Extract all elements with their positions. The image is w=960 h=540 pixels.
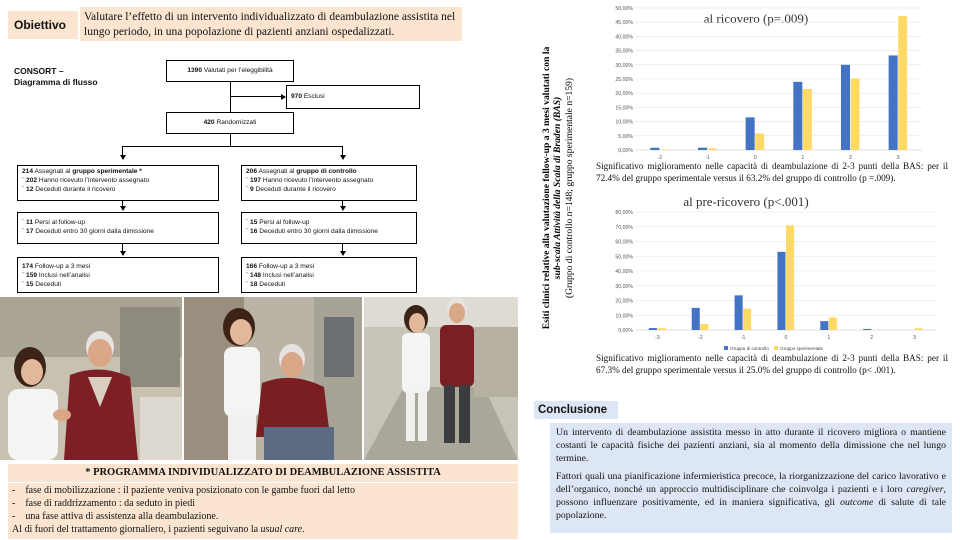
x-tick-label: 1 xyxy=(827,335,831,341)
y-tick-label: 30,00% xyxy=(615,62,633,69)
y-tick-label: 5,00% xyxy=(618,133,633,140)
y-tick-label: 15,00% xyxy=(615,105,633,112)
bar-sperimentale-1 xyxy=(829,317,837,330)
excluded-box: 970 Esclusi xyxy=(286,85,420,109)
flow-arrow xyxy=(340,155,346,160)
photo-illustration xyxy=(184,297,362,460)
conclusion-label: Conclusione xyxy=(534,401,618,419)
bar-sperimentale-0 xyxy=(786,225,794,330)
flow-arrow xyxy=(340,251,346,256)
photo-illustration xyxy=(0,297,182,460)
bar-controllo-1 xyxy=(820,321,828,330)
program-item: - fase di mobilizzazione : il paziente veniva posizionato con le gambe fuori dal letto xyxy=(12,485,355,496)
y-tick-label: 10,00% xyxy=(615,313,633,320)
bar-controllo-1 xyxy=(793,82,802,150)
eligibility-box: 1390 Valutati per l’eleggibilità xyxy=(166,60,294,82)
program-item: - una fase attiva di assistenza alla deambulazione. xyxy=(12,511,219,522)
side-label-line3: (Gruppo di controllo n=148; gruppo sperimentale n=159) xyxy=(564,77,575,299)
bar-controllo-2 xyxy=(863,329,871,330)
y-tick-label: 20,00% xyxy=(615,91,633,98)
flow-line xyxy=(230,96,282,97)
bar-controllo-0 xyxy=(777,252,785,330)
program-footer: Al di fuori del trattamento giornaliero, i pazienti seguivano la usual care. xyxy=(12,524,305,535)
bar-controllo--3 xyxy=(649,328,657,330)
legend-swatch xyxy=(724,346,728,350)
y-tick-label: 80,00% xyxy=(615,210,633,216)
bar-controllo-0 xyxy=(746,117,755,150)
y-tick-label: 40,00% xyxy=(615,34,633,41)
program-list xyxy=(8,483,518,539)
side-label-line2: sub-scala Attività della Scala di Braden (BAS) xyxy=(552,96,563,280)
ctl-followup-box: ¨ 15 Persi al follow-up ¨ 16 Deceduti entro 30 giorni dalla dimissione xyxy=(241,212,417,244)
x-tick-label: -1 xyxy=(705,155,710,161)
bar-controllo--1 xyxy=(735,295,743,330)
bar-controllo--2 xyxy=(650,148,659,150)
flow-arrow xyxy=(340,206,346,211)
x-tick-label: -2 xyxy=(657,155,663,161)
chart-title: al ricovero (p=.009) xyxy=(703,11,809,26)
y-tick-label: 25,00% xyxy=(615,77,633,83)
y-tick-label: 0,00% xyxy=(618,328,633,334)
exp-allocation-box: 214 Assegnati al gruppo sperimentale * ¨ 202 Hanno ricevuto l’intervento assegnato ¨ 12 Deceduti durante il ricovero xyxy=(17,165,219,201)
exp-final-box: 174 Follow-up a 3 mesi ¨ 159 Inclusi nell’analisi ¨ 15 Deceduti xyxy=(17,257,219,293)
bar-sperimentale--1 xyxy=(743,309,751,330)
photo-illustration xyxy=(364,297,518,460)
flow-line xyxy=(230,134,231,146)
consort-title-line1: CONSORT – xyxy=(14,66,64,76)
x-tick-label: 2 xyxy=(870,335,874,341)
bar-controllo-2 xyxy=(841,65,850,150)
x-tick-label: 1 xyxy=(801,155,805,161)
y-tick-label: 45,00% xyxy=(615,20,633,27)
objective-label: Obiettivo xyxy=(8,11,78,39)
bar-sperimentale--2 xyxy=(660,149,669,150)
bar-sperimentale--3 xyxy=(657,328,665,330)
x-tick-label: 3 xyxy=(913,335,917,341)
y-tick-label: 50,00% xyxy=(615,6,633,12)
chart-al-pre-ricovero xyxy=(596,190,952,355)
ctl-final-box: 166 Follow-up a 3 mesi ¨ 148 Inclusi nell’analisi ¨ 18 Deceduti xyxy=(241,257,417,293)
chart1-caption: Significativo miglioramento nelle capacità di deambulazione di 2-3 punti della BAS: per il 72.4% del gruppo sperimentale versus il 63.2% del gruppo di controllo (p =.009). xyxy=(596,161,948,183)
y-tick-label: 35,00% xyxy=(615,48,633,55)
bar-sperimentale-3 xyxy=(898,16,907,150)
y-tick-label: 50,00% xyxy=(615,254,633,261)
bar-sperimentale-2 xyxy=(851,78,860,150)
x-tick-label: -1 xyxy=(740,335,746,341)
x-tick-label: -3 xyxy=(655,335,660,341)
legend-swatch xyxy=(774,346,778,350)
bar-controllo--1 xyxy=(698,148,707,150)
x-tick-label: 0 xyxy=(784,335,788,341)
ctl-allocation-box: 206 Assegnati al gruppo di controllo ¨ 197 Hanno ricevuto l’intervento assegnato ¨ 9 Deceduti durante il ricovero xyxy=(241,165,417,201)
randomized-box: 420 Randomizzati xyxy=(166,112,294,134)
side-label-line1: Esiti clinici relative alla valutazione follow-up a 3 mesi valutati con la xyxy=(541,46,552,330)
flow-arrow xyxy=(120,155,126,160)
legend-label: Gruppo sperimentale xyxy=(780,346,823,351)
chart-al-ricovero xyxy=(596,2,952,162)
bar-controllo-3 xyxy=(889,55,898,150)
program-item: - fase di raddrizzamento : da seduto in piedi xyxy=(12,498,196,509)
y-tick-label: 20,00% xyxy=(615,298,633,305)
flow-arrow xyxy=(120,251,126,256)
chart-title: al pre-ricovero (p<.001) xyxy=(683,194,809,209)
photo-nurse-assisting-sitting-patient xyxy=(0,297,182,460)
exp-followup-box: ¨ 11 Persi al follow-up ¨ 17 Deceduti entro 30 giorni dalla dimissione xyxy=(17,212,219,244)
y-tick-label: 0,00% xyxy=(618,148,633,154)
x-tick-label: 0 xyxy=(753,155,757,161)
conclusion-p1: Un intervento di deambulazione assistita messo in atto durante il ricovero migliora o mantiene costanti le capacità fisiche dei pazienti anziani, sia al momento della dimissione che nel lungo termine. xyxy=(556,427,946,465)
x-tick-label: 2 xyxy=(849,155,852,161)
photo-nurse-helping-patient-stand xyxy=(184,297,362,460)
photo-nurse-walking-with-patient xyxy=(364,297,518,460)
consort-title-line2: Diagramma di flusso xyxy=(14,77,98,88)
chart-side-label xyxy=(540,8,576,368)
bar-sperimentale--1 xyxy=(708,148,717,150)
y-tick-label: 70,00% xyxy=(615,224,633,231)
x-tick-label: 3 xyxy=(896,155,900,161)
bar-controllo--2 xyxy=(692,308,700,330)
bar-sperimentale-3 xyxy=(915,328,923,330)
bar-sperimentale--2 xyxy=(700,324,708,330)
flow-arrow xyxy=(120,206,126,211)
y-tick-label: 60,00% xyxy=(615,239,633,246)
y-tick-label: 40,00% xyxy=(615,269,633,275)
x-tick-label: -2 xyxy=(697,335,703,341)
y-tick-label: 30,00% xyxy=(615,283,633,290)
conclusion-body xyxy=(550,423,952,533)
bar-sperimentale-1 xyxy=(803,89,812,150)
consort-title xyxy=(14,66,98,89)
y-tick-label: 10,00% xyxy=(615,119,633,126)
flow-line xyxy=(122,146,342,147)
conclusion-p2: Fattori quali una pianificazione infermieristica precoce, la riorganizzazione del carico lavorativo e dell’organico, nonché un approccio multidisciplinare che coinvolga i pazienti e i loro caregiver, possono influenzare positivamente, ed in maniera significativa, gli outcome di salute di tale popolazione. xyxy=(556,470,947,522)
legend-label: Gruppo di controllo xyxy=(730,346,769,351)
objective-text: Valutare l’effetto di un intervento individualizzato di deambulazione assistita nel lungo periodo, in una popolazione di pazienti anziani ospedalizzati. xyxy=(80,7,462,41)
flow-line xyxy=(230,82,231,112)
chart2-caption: Significativo miglioramento nelle capacità di deambulazione di 2-3 punti della BAS: per il 67.3% del gruppo sperimentale versus il 25.0% del gruppo di controllo (p< .001). xyxy=(596,353,948,375)
program-title: * PROGRAMMA INDIVIDUALIZZATO DI DEAMBULAZIONE ASSISTITA xyxy=(8,464,518,482)
bar-sperimentale-0 xyxy=(755,134,764,150)
